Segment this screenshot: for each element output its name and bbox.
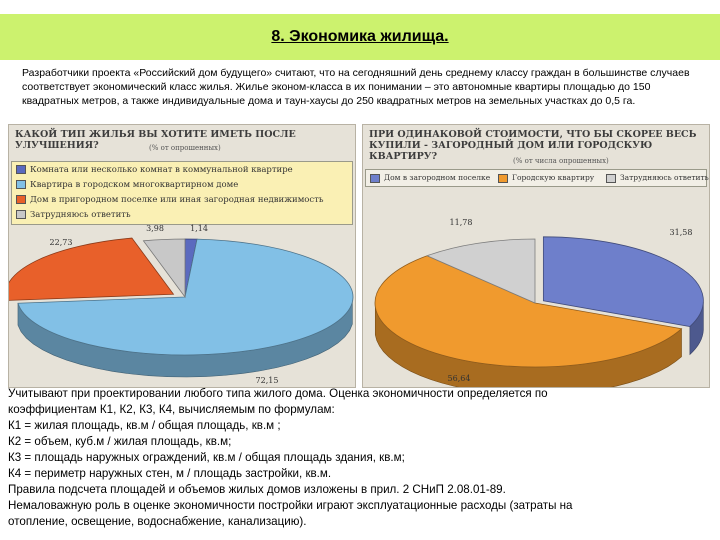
body-line: Учитывают при проектировании любого типа жилого дома. Оценка экономичности определяется по xyxy=(8,387,548,400)
legend-label: Дом в загородном поселке xyxy=(384,173,491,182)
chart-left-pie xyxy=(9,125,355,387)
body-line: коэффициентам К1, К2, К3, К4, вычисляемым по формулам: xyxy=(8,403,335,416)
body-line: К3 = площадь наружных ограждений, кв.м / общая площадь здания, кв.м; xyxy=(8,451,405,464)
pie-value-label: 56,64 xyxy=(447,374,471,383)
body-line: Немаловажную роль в оценке экономичности постройки играют эксплуатационные расходы (затраты на xyxy=(8,499,573,512)
title-bar xyxy=(0,14,720,60)
body-line: отопление, освещение, водоснабжение, канализацию). xyxy=(8,515,307,528)
chart-panel-right xyxy=(362,124,710,388)
body-line: К1 = жилая площадь, кв.м / общая площадь, кв.м ; xyxy=(8,419,281,432)
chart-left-subtitle: (% от опрошенных) xyxy=(149,144,221,152)
body-text xyxy=(8,386,714,530)
chart-left-title: КАКОЙ ТИП ЖИЛЬЯ ВЫ ХОТИТЕ ИМЕТЬ ПОСЛЕ УЛУЧШЕНИЯ? xyxy=(15,129,296,151)
pie-value-label: 3,98 xyxy=(146,224,164,233)
legend-label: Комната или несколько комнат в коммунальной квартире xyxy=(30,165,293,175)
body-line: Правила подсчета площадей и объемов жилых домов изложены в прил. 2 СНиП 2.08.01-89. xyxy=(8,483,506,496)
chart-right-subtitle: (% от числа опрошенных) xyxy=(513,157,609,165)
legend-label: Дом в пригородном поселке или иная загородная недвижимость xyxy=(30,195,324,205)
pie-value-label: 11,78 xyxy=(449,218,473,227)
chart-panel-left xyxy=(8,124,356,388)
legend-label: Затрудняюсь ответить xyxy=(30,210,131,220)
chart-right-pie xyxy=(363,125,709,387)
legend-label: Затрудняюсь ответить xyxy=(620,173,709,182)
pie-value-label: 72,15 xyxy=(255,376,279,385)
body-line: К2 = объем, куб.м / жилая площадь, кв.м; xyxy=(8,435,232,448)
intro-paragraph: Разработчики проекта «Российский дом будущего» считают, что на сегодняшний день среднему классу граждан в большинстве случаев соответствует экономический класс жилья. Жилье эконом-класса в их понимании – это автономные квартиры площадью до 150 квадратных метров, а также индивидуальные дома и таун-хаусы до 250 квадратных метров на земельных участках до 0,5 га. xyxy=(22,67,690,107)
legend-label: Городскую квартиру xyxy=(512,173,595,182)
pie-value-label: 31,58 xyxy=(669,228,693,237)
slide-title: 8. Экономика жилища. xyxy=(271,28,449,45)
pie-value-label: 1,14 xyxy=(190,224,208,233)
legend-label: Квартира в городском многоквартирном доме xyxy=(30,180,239,190)
pie-value-label: 22,73 xyxy=(49,238,73,247)
chart-right-title: ПРИ ОДИНАКОВОЙ СТОИМОСТИ, ЧТО БЫ СКОРЕЕ ВЕСЬ КУПИЛИ - ЗАГОРОДНЫЙ ДОМ ИЛИ ГОРОДСКУЮ КВАРТИРУ? xyxy=(369,129,697,162)
body-line: К4 = периметр наружных стен, м / площадь застройки, кв.м. xyxy=(8,467,332,480)
